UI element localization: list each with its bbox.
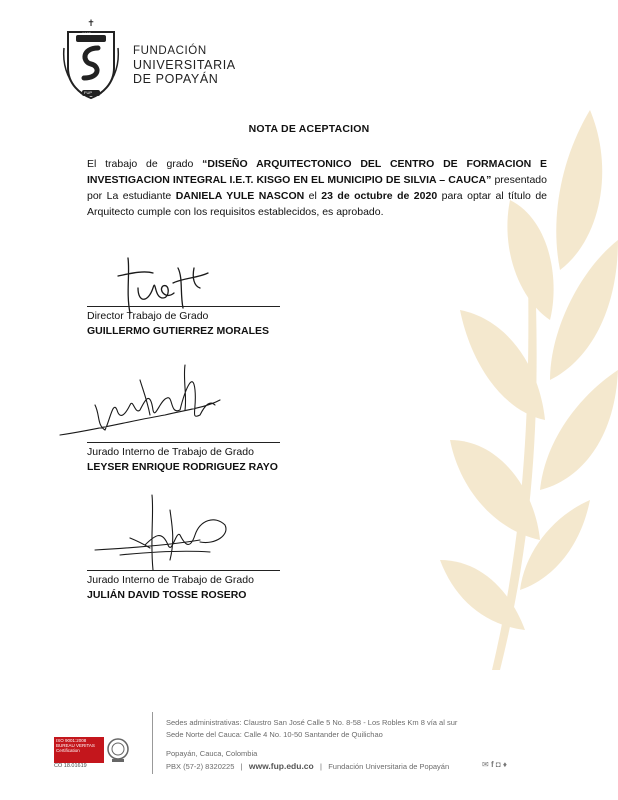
footer-pbx: PBX (57-2) 8320225: [166, 762, 235, 771]
date-prefix: el: [304, 190, 322, 202]
svg-text:✝: ✝: [87, 18, 95, 28]
signature-role-director: Director Trabajo de Grado: [87, 310, 209, 322]
signature-line-jurado-2: [87, 570, 280, 571]
instagram-icon[interactable]: ◘: [495, 760, 501, 769]
org-name-line1: FUNDACIÓN: [133, 45, 207, 57]
signature-name-jurado-2: JULIÁN DAVID TOSSE ROSERO: [87, 589, 247, 601]
signature-name-jurado-1: LEYSER ENRIQUE RODRIGUEZ RAYO: [87, 461, 278, 473]
signature-role-jurado-1: Jurado Interno de Trabajo de Grado: [87, 446, 254, 458]
footer-sedes: [166, 718, 457, 727]
intro-text: El trabajo de grado: [87, 158, 203, 170]
signature-jurado-2: [90, 490, 250, 575]
footer-norte-value: Calle 4 No. 10-50 Santander de Quilichao: [243, 730, 383, 739]
approval-date: 23 de octubre de 2020: [321, 190, 438, 202]
footer-sedes-value: Claustro San José Calle 5 No. 8-58 - Los Robles Km 8 vía al sur: [243, 718, 458, 727]
organization-name: [133, 44, 236, 86]
org-name-line2: UNIVERSITARIA: [133, 58, 236, 72]
shield-year: 1982: [82, 31, 91, 36]
footer-website-link[interactable]: www.fup.edu.co: [248, 761, 314, 771]
closing-text: para optar al título de Arquitecto cumple con los requisitos establecidos, es aprobado.: [87, 190, 548, 218]
document-title: NOTA DE ACEPTACION: [248, 123, 370, 135]
project-title: “DISEÑO ARQUITECTONICO DEL CENTRO DE FORMACION E INVESTIGACION INTEGRAL I.E.T. KISGO EN EL MUNICIPIO DE SILVIA – CAUCA”: [87, 158, 547, 186]
footer-norte: [166, 730, 383, 739]
signature-name-director: GUILLERMO GUTIERREZ MORALES: [87, 325, 269, 337]
footer-social-name: Fundación Universitaria de Popayán: [328, 762, 450, 771]
signature-line-director: [87, 306, 280, 307]
footer-contact-row: [166, 761, 449, 771]
twitter-icon[interactable]: ♦: [502, 760, 508, 769]
facebook-icon[interactable]: f: [490, 760, 494, 769]
presented-by-text: presentado por La estudiante: [87, 174, 547, 202]
signature-role-jurado-2: Jurado Interno de Trabajo de Grado: [87, 574, 254, 586]
footer-sedes-label: Sedes administrativas:: [166, 718, 242, 727]
shield-logo-icon: [62, 18, 120, 100]
student-name: DANIELA YULE NASCON: [175, 190, 305, 202]
footer-separator-2: |: [320, 762, 322, 771]
signature-director: [108, 248, 218, 318]
mail-icon[interactable]: ✉: [482, 760, 489, 769]
shield-initials: FUP: [84, 90, 92, 95]
signature-jurado-1: [55, 360, 225, 450]
certification-badge: ISO 9001:2008 BUREAU VERITAS Certification: [54, 737, 104, 763]
footer-social-icons: [482, 760, 507, 769]
certification-seal-icon: [106, 737, 130, 763]
footer-city: Popayán, Cauca, Colombia: [166, 749, 258, 758]
org-name-line3: DE POPAYÁN: [133, 72, 219, 86]
footer-norte-label: Sede Norte del Cauca:: [166, 730, 242, 739]
signature-line-jurado-1: [87, 442, 280, 443]
footer-separator-1: |: [240, 762, 243, 771]
footer-divider: [152, 712, 153, 774]
certification-code: CO 18.01619: [54, 763, 87, 769]
acceptance-paragraph: [87, 156, 547, 220]
